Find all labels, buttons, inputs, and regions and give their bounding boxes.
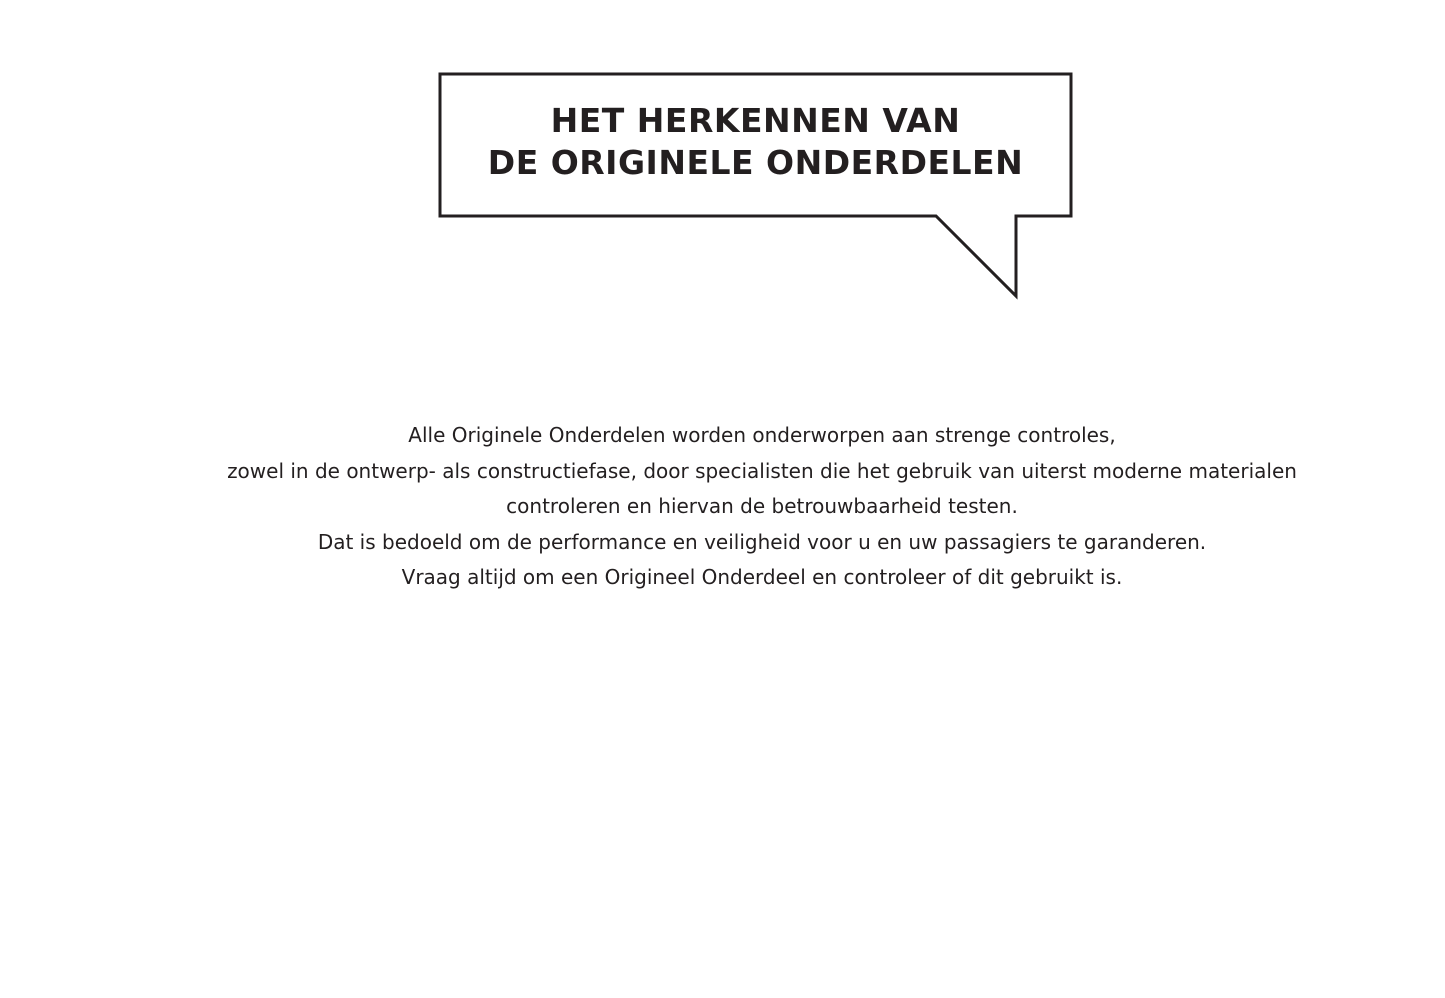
title-line-2: DE ORIGINELE ONDERDELEN [487, 143, 1024, 182]
paragraph-line: zowel in de ontwerp- als constructiefase, door specialisten die het gebruik van uiterst moderne materialen [227, 458, 1297, 483]
page-title [440, 100, 1071, 184]
intro-paragraph [150, 418, 1374, 596]
paragraph-line: controleren en hiervan de betrouwbaarheid testen. [506, 494, 1018, 518]
paragraph-line: Alle Originele Onderdelen worden onderworpen aan strenge controles, [408, 423, 1116, 447]
paragraph-line: Vraag altijd om een Origineel Onderdeel en controleer of dit gebruikt is. [401, 565, 1123, 589]
paragraph-line: Dat is bedoeld om de performance en veiligheid voor u en uw passagiers te garanderen. [317, 529, 1207, 554]
title-line-1: HET HERKENNEN VAN [550, 101, 961, 140]
